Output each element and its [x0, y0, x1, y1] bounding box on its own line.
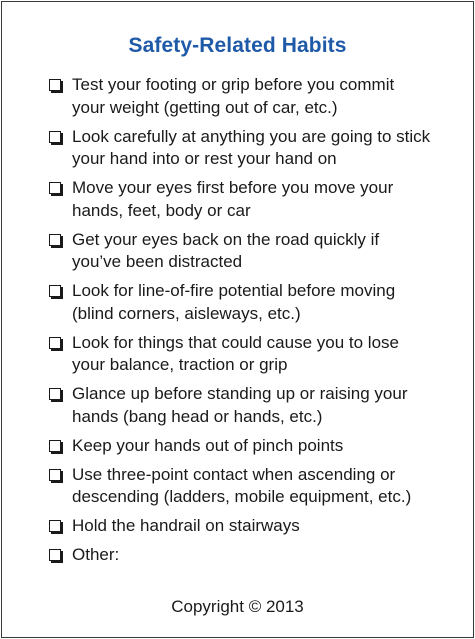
item-text-line1: Look for things that could cause you to lose — [72, 332, 399, 352]
item-text-line1: Look carefully at anything you are going to stick — [72, 126, 431, 146]
item-text-line1: Other: — [72, 545, 120, 564]
habits-checklist — [49, 74, 449, 573]
checkbox-empty-icon[interactable] — [49, 131, 61, 143]
page-title: Safety-Related Habits — [128, 34, 347, 57]
item-text-line1: Hold the handrail on stairways — [72, 516, 300, 535]
checklist-item — [49, 280, 449, 325]
checklist-item — [49, 435, 449, 458]
item-text-line1: Move your eyes first before you move your — [72, 178, 394, 197]
item-text-line1: Test your footing or grip before you commit — [72, 75, 395, 94]
item-text-line1: Look for line-of-fire potential before moving — [72, 281, 396, 300]
item-text-line2: (blind corners, aisleways, etc.) — [72, 303, 301, 323]
checkbox-empty-icon[interactable] — [49, 469, 61, 481]
item-text-line1: Glance up before standing up or raising your — [72, 384, 408, 403]
checklist-item — [49, 544, 449, 567]
item-text-line1: Keep your hands out of pinch points — [72, 435, 344, 455]
checkbox-empty-icon[interactable] — [49, 79, 61, 91]
checklist-item — [49, 464, 449, 509]
checkbox-empty-icon[interactable] — [49, 182, 61, 194]
checkbox-empty-icon[interactable] — [49, 234, 61, 246]
checkbox-empty-icon[interactable] — [49, 337, 61, 349]
item-text-line1: Use three-point contact when ascending or — [72, 464, 396, 484]
item-text-line2: hands, feet, body or car — [72, 200, 251, 220]
checkbox-empty-icon[interactable] — [49, 520, 61, 532]
item-text-line2: descending (ladders, mobile equipment, etc.) — [72, 487, 412, 506]
item-text-line1: Get your eyes back on the road quickly if — [72, 229, 380, 249]
item-text-line2: your hand into or rest your hand on — [72, 149, 337, 168]
checkbox-empty-icon[interactable] — [49, 549, 61, 561]
checklist-item — [49, 177, 449, 222]
checklist-item — [49, 515, 449, 538]
checklist-item — [49, 383, 449, 428]
item-text-line2: your balance, traction or grip — [72, 355, 288, 374]
item-text-line2: you’ve been distracted — [72, 252, 243, 271]
checkbox-empty-icon[interactable] — [49, 440, 61, 452]
checklist-item — [49, 229, 449, 274]
item-text-line2: hands (bang head or hands, etc.) — [72, 406, 323, 426]
habits-card — [1, 1, 474, 638]
checkbox-empty-icon[interactable] — [49, 388, 61, 400]
item-text-line2: your weight (getting out of car, etc.) — [72, 97, 338, 117]
checklist-item — [49, 332, 449, 377]
checklist-item — [49, 74, 449, 119]
checkbox-empty-icon[interactable] — [49, 285, 61, 297]
checklist-item — [49, 126, 449, 171]
copyright-notice: Copyright © 2013 — [171, 597, 304, 616]
